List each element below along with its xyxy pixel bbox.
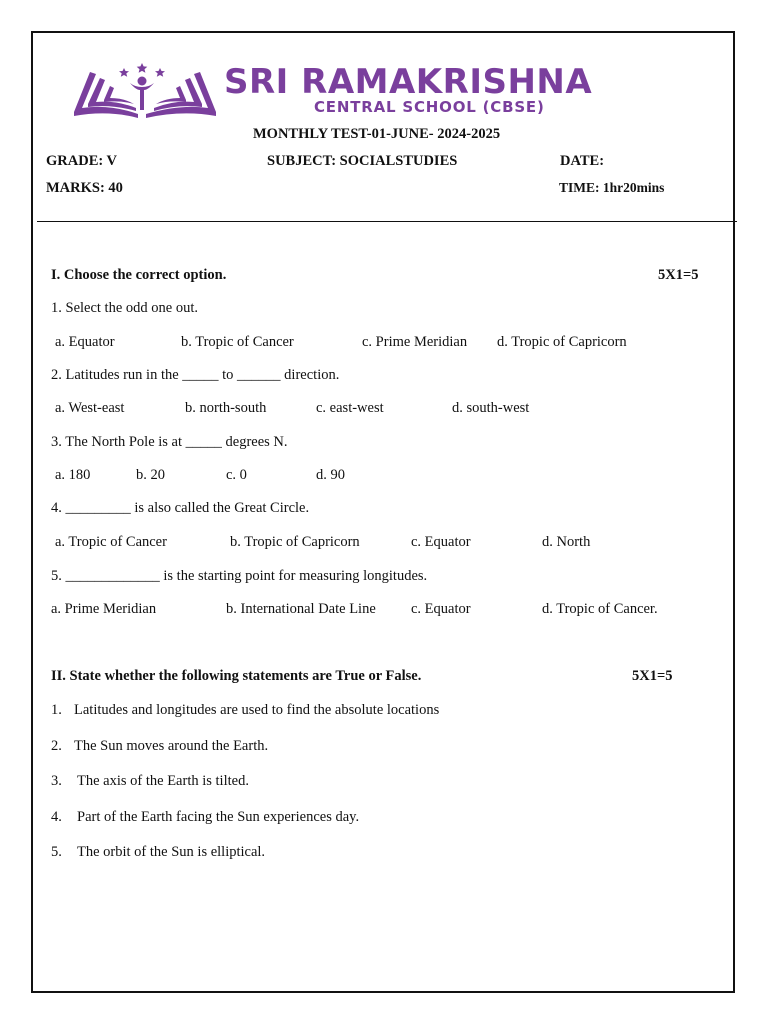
q4-option-d: d. North	[542, 534, 591, 550]
statement-5-number: 5.	[51, 844, 62, 860]
q3-option-b: b. 20	[136, 467, 165, 483]
section2-marks: 5X1=5	[632, 668, 673, 684]
q3-option-a: a. 180	[55, 467, 91, 483]
q3-option-d: d. 90	[316, 467, 345, 483]
q1-option-d: d. Tropic of Capricorn	[497, 334, 627, 350]
grade-label: GRADE: V	[46, 153, 118, 169]
question-3: 3. The North Pole is at _____ degrees N.	[51, 434, 288, 450]
school-subtitle: CENTRAL SCHOOL (CBSE)	[314, 98, 545, 116]
q2-option-a: a. West-east	[55, 400, 125, 416]
marks-label: MARKS: 40	[46, 180, 123, 196]
time-label: TIME: 1hr20mins	[559, 180, 665, 195]
statement-1: Latitudes and longitudes are used to find the absolute locations	[74, 702, 440, 718]
statement-5: The orbit of the Sun is elliptical.	[77, 844, 266, 860]
q1-option-a: a. Equator	[55, 334, 115, 350]
statement-4: Part of the Earth facing the Sun experiences day.	[77, 809, 360, 825]
statement-4-number: 4.	[51, 809, 62, 825]
q2-option-c: c. east-west	[316, 400, 384, 416]
header-divider	[37, 221, 737, 222]
subject-label: SUBJECT: SOCIALSTUDIES	[267, 153, 458, 169]
question-2: 2. Latitudes run in the _____ to ______ direction.	[51, 367, 340, 383]
question-5: 5. _____________ is the starting point for measuring longitudes.	[51, 568, 428, 584]
q4-option-a: a. Tropic of Cancer	[55, 534, 167, 550]
q1-option-c: c. Prime Meridian	[362, 334, 468, 350]
test-title: MONTHLY TEST-01-JUNE- 2024-2025	[253, 126, 501, 142]
q2-option-b: b. north-south	[185, 400, 267, 416]
question-1: 1. Select the odd one out.	[51, 300, 198, 316]
q1-option-b: b. Tropic of Cancer	[181, 334, 294, 350]
school-logo-icon	[70, 60, 220, 122]
school-name: SRI RAMAKRISHNA	[224, 62, 593, 102]
q4-option-c: c. Equator	[411, 534, 471, 550]
section1-marks: 5X1=5	[658, 267, 699, 283]
statement-1-number: 1.	[51, 702, 62, 718]
q5-option-c: c. Equator	[411, 601, 471, 617]
question-4: 4. _________ is also called the Great Circle.	[51, 500, 310, 516]
q5-option-a: a. Prime Meridian	[51, 601, 157, 617]
q4-option-b: b. Tropic of Capricorn	[230, 534, 360, 550]
statement-2: The Sun moves around the Earth.	[74, 738, 269, 754]
q2-option-d: d. south-west	[452, 400, 530, 416]
statement-2-number: 2.	[51, 738, 62, 754]
statement-3: The axis of the Earth is tilted.	[77, 773, 249, 789]
q5-option-b: b. International Date Line	[226, 601, 376, 617]
date-label: DATE:	[560, 153, 605, 169]
q3-option-c: c. 0	[226, 467, 247, 483]
statement-3-number: 3.	[51, 773, 62, 789]
q5-option-d: d. Tropic of Cancer.	[542, 601, 658, 617]
section2-heading: II. State whether the following statements are True or False.	[51, 668, 422, 684]
section1-heading: I. Choose the correct option.	[51, 267, 227, 283]
